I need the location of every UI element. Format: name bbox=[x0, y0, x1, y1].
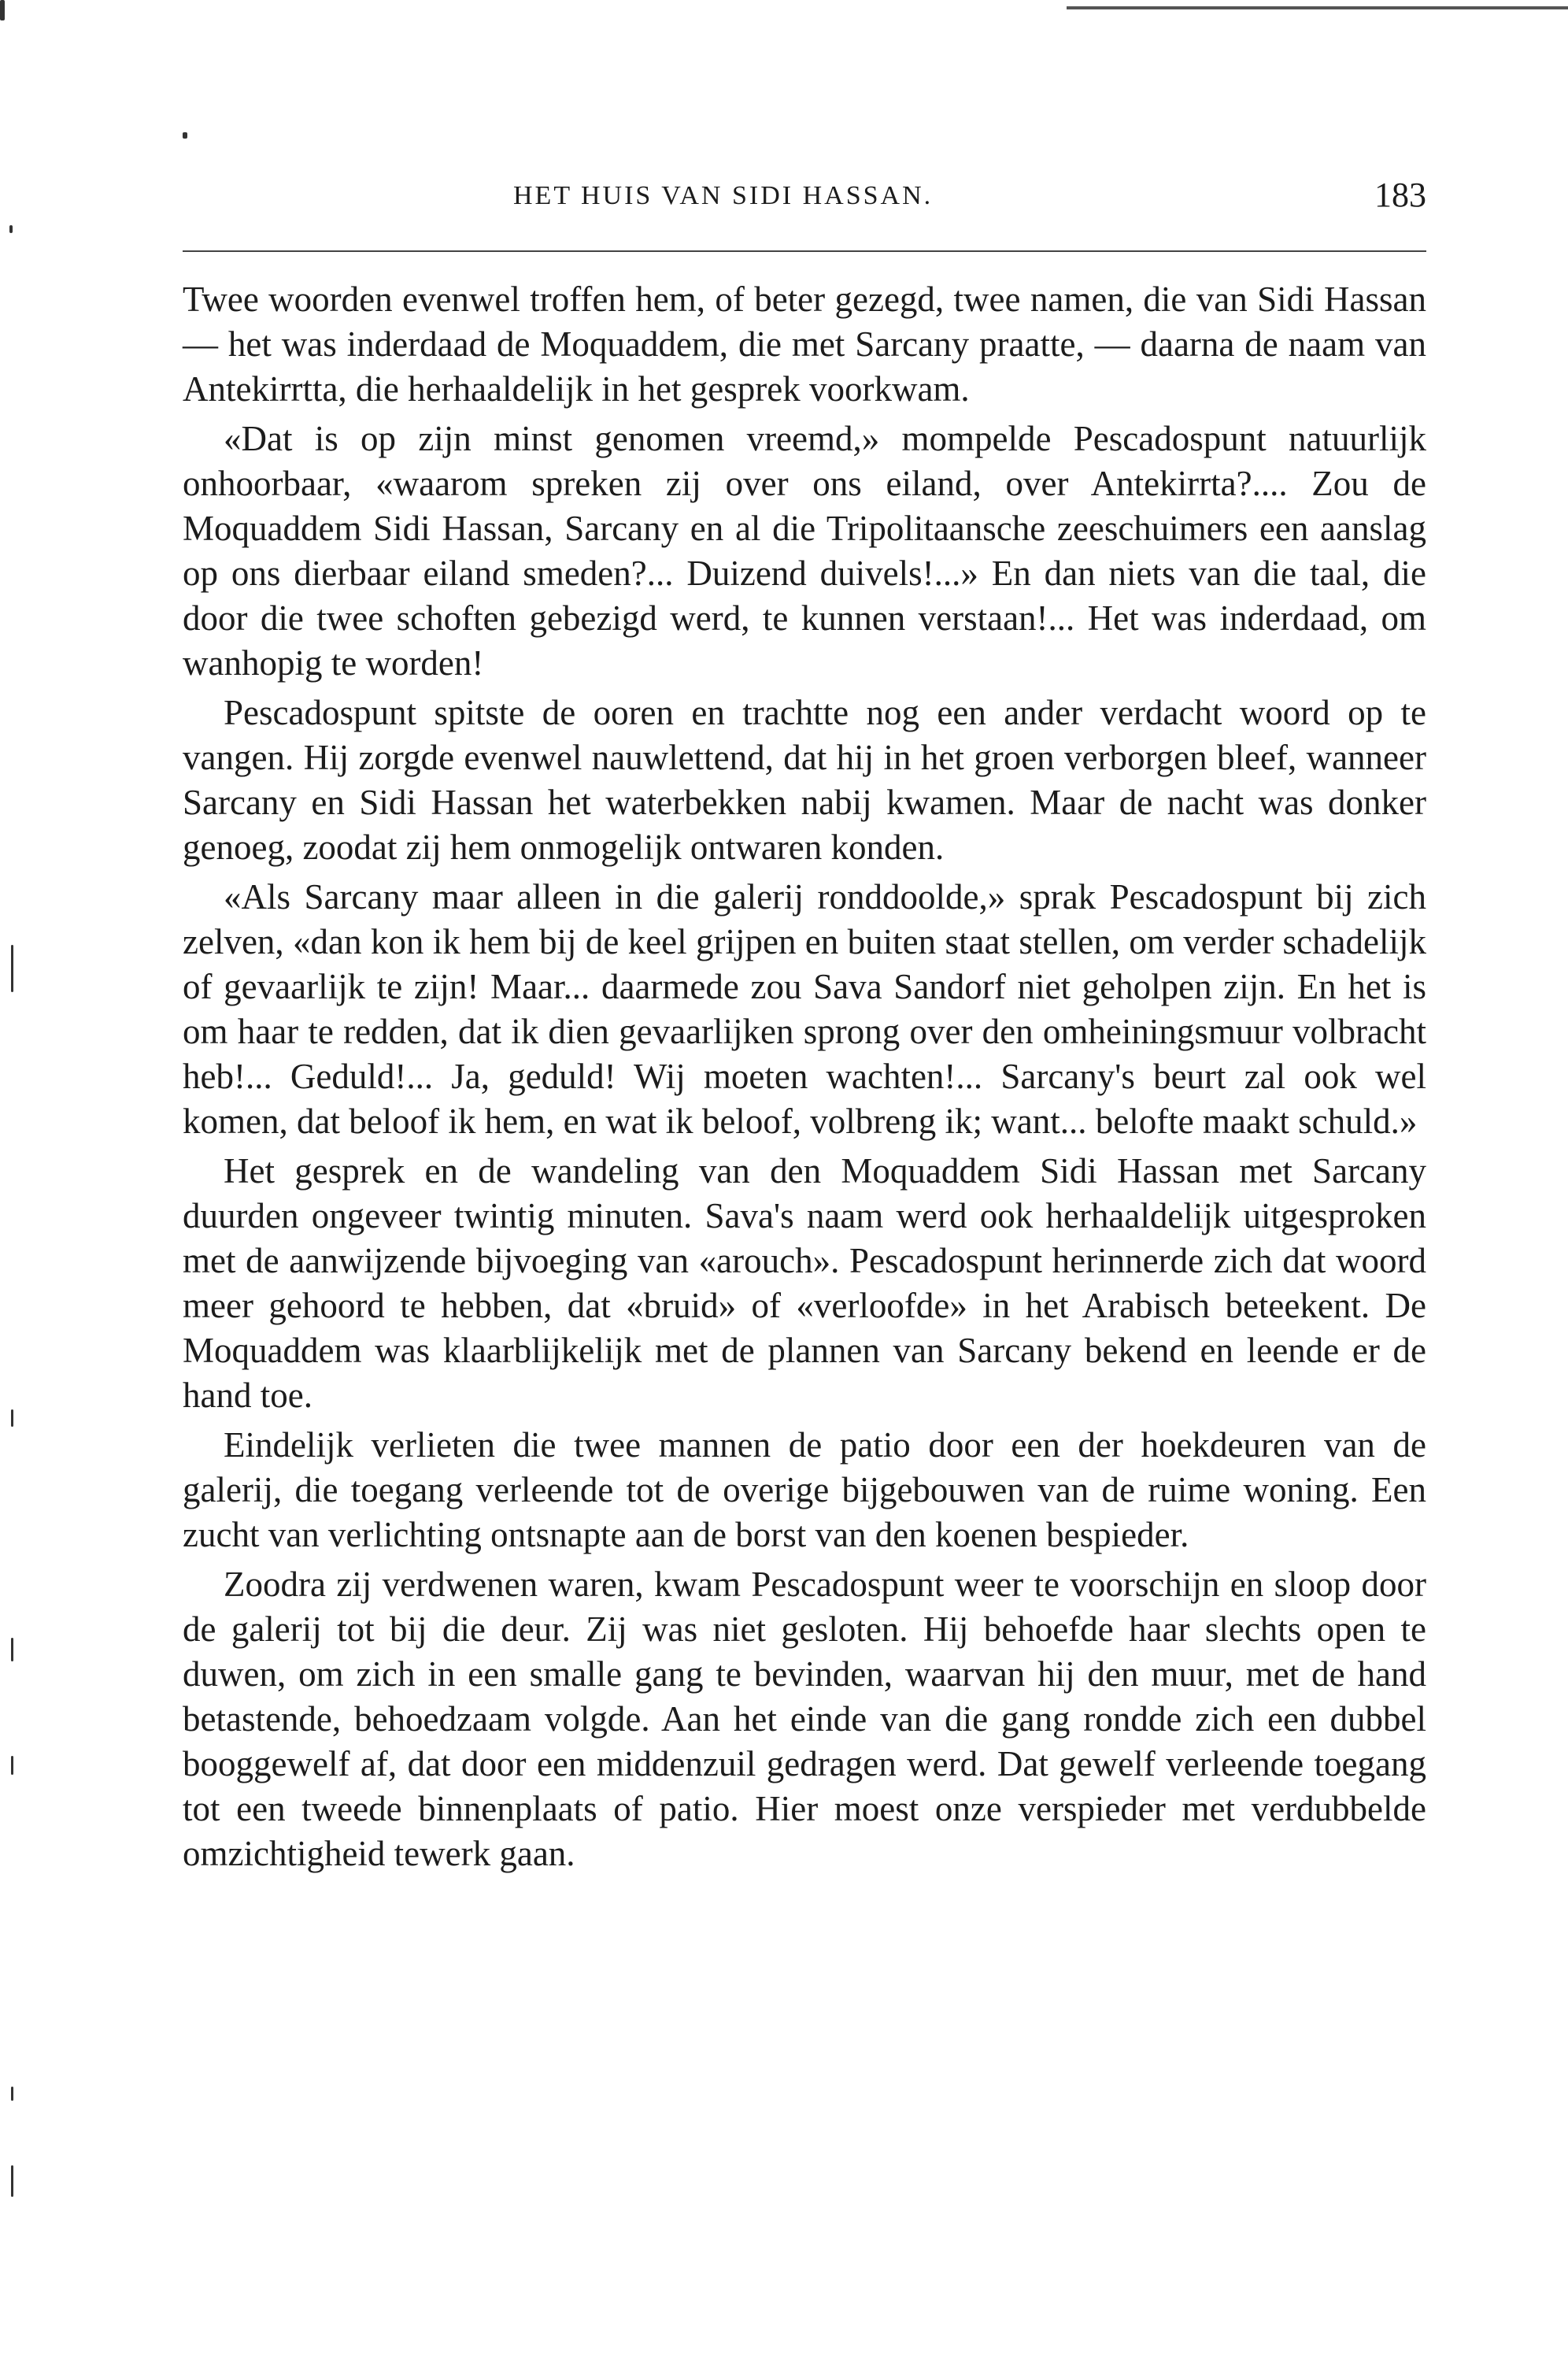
scan-speck bbox=[0, 0, 5, 20]
running-title: HET HUIS VAN SIDI HASSAN. bbox=[513, 181, 934, 210]
page-number: 183 bbox=[1374, 176, 1426, 214]
paragraph: «Als Sarcany maar alleen in die galerij ronddoolde,» sprak Pescadospunt bij zich zelven, «dan kon ik hem bij de keel grijpen en buiten staat stellen, om verder schadelijk of gevaarlijk te zijn! Maar... daarmede zou Sava Sandorf niet geholpen zijn. En het is om haar te redden, dat ik dien gevaarlijken sprong over den omheiningsmuur volbracht heb!... Geduld!... Ja, geduld! Wij moeten wachten!... Sarcany's beurt zal ook wel komen, dat beloof ik hem, en wat ik beloof, volbreng ik; want... belofte maakt schuld.» bbox=[183, 877, 1426, 1141]
paragraph: Pescadospunt spitste de ooren en trachtte nog een ander verdacht woord op te vangen. Hij zorgde evenwel nauwlettend, dat hij in het groen verborgen bleef, wanneer Sarcany en Sidi Hassan het waterbekken nabij kwamen. Maar de nacht was donker genoeg, zoodat zij hem onmogelijk ontwaren konden. bbox=[183, 693, 1426, 867]
scan-speck bbox=[11, 1638, 13, 1661]
scan-speck bbox=[11, 1409, 13, 1427]
paragraph: Eindelijk verlieten die twee mannen de patio door een der hoekdeuren van de galerij, die toegang verleende tot de overige bijgebouwen van de ruime woning. Een zucht van verlichting ontsnapte aan de borst van den koenen bespieder. bbox=[183, 1425, 1426, 1554]
paragraph: Het gesprek en de wandeling van den Moquaddem Sidi Hassan met Sarcany duurden ongeveer twintig minuten. Sava's naam werd ook herhaaldelijk uitgesproken met de aanwijzende bijvoeging van «arouch». Pescadospunt herinnerde zich dat woord meer gehoord te hebben, dat «bruid» of «verloofde» in het Arabisch beteekent. De Moquaddem was klaarblijkelijk met de plannen van Sarcany bekend en leende er de hand toe. bbox=[183, 1151, 1426, 1415]
page-body bbox=[183, 277, 1426, 1881]
scan-speck bbox=[11, 1756, 13, 1775]
scan-speck bbox=[9, 225, 13, 233]
scan-speck bbox=[11, 945, 13, 992]
paragraph: Twee woorden evenwel troffen hem, of beter gezegd, twee namen, die van Sidi Hassan — het was inderdaad de Moquaddem, die met Sarcany praatte, — daarna de naam van Antekirrtta, die herhaaldelijk in het gesprek voorkwam. bbox=[183, 280, 1426, 409]
header-rule bbox=[183, 250, 1426, 252]
scan-top-edge-line bbox=[1067, 6, 1568, 9]
page-header bbox=[183, 175, 1426, 222]
paragraph: «Dat is op zijn minst genomen vreemd,» mompelde Pescadospunt natuurlijk onhoorbaar, «waarom spreken zij over ons eiland, over Antekirrta?.... Zou de Moquaddem Sidi Hassan, Sarcany en al die Tripolitaansche zeeschuimers een aanslag op ons dierbaar eiland smeden?... Duizend duivels!...» En dan niets van die taal, die door die twee schoften gebezigd werd, te kunnen verstaan!... Het was inderdaad, om wanhopig te worden! bbox=[183, 419, 1426, 683]
scan-speck bbox=[11, 2165, 13, 2197]
scan-speck bbox=[11, 2087, 13, 2101]
paragraph: Zoodra zij verdwenen waren, kwam Pescadospunt weer te voorschijn en sloop door de galerij tot bij die deur. Zij was niet gesloten. Hij behoefde haar slechts open te duwen, om zich in een smalle gang te bevinden, waarvan hij den muur, met de hand betastende, behoedzaam volgde. Aan het einde van die gang rondde zich een dubbel booggewelf af, dat door een middenzuil gedragen werd. Dat gewelf verleende toegang tot een tweede binnenplaats of patio. Hier moest onze verspieder met verdubbelde omzichtigheid tewerk gaan. bbox=[183, 1565, 1426, 1873]
scan-speck bbox=[183, 132, 187, 139]
